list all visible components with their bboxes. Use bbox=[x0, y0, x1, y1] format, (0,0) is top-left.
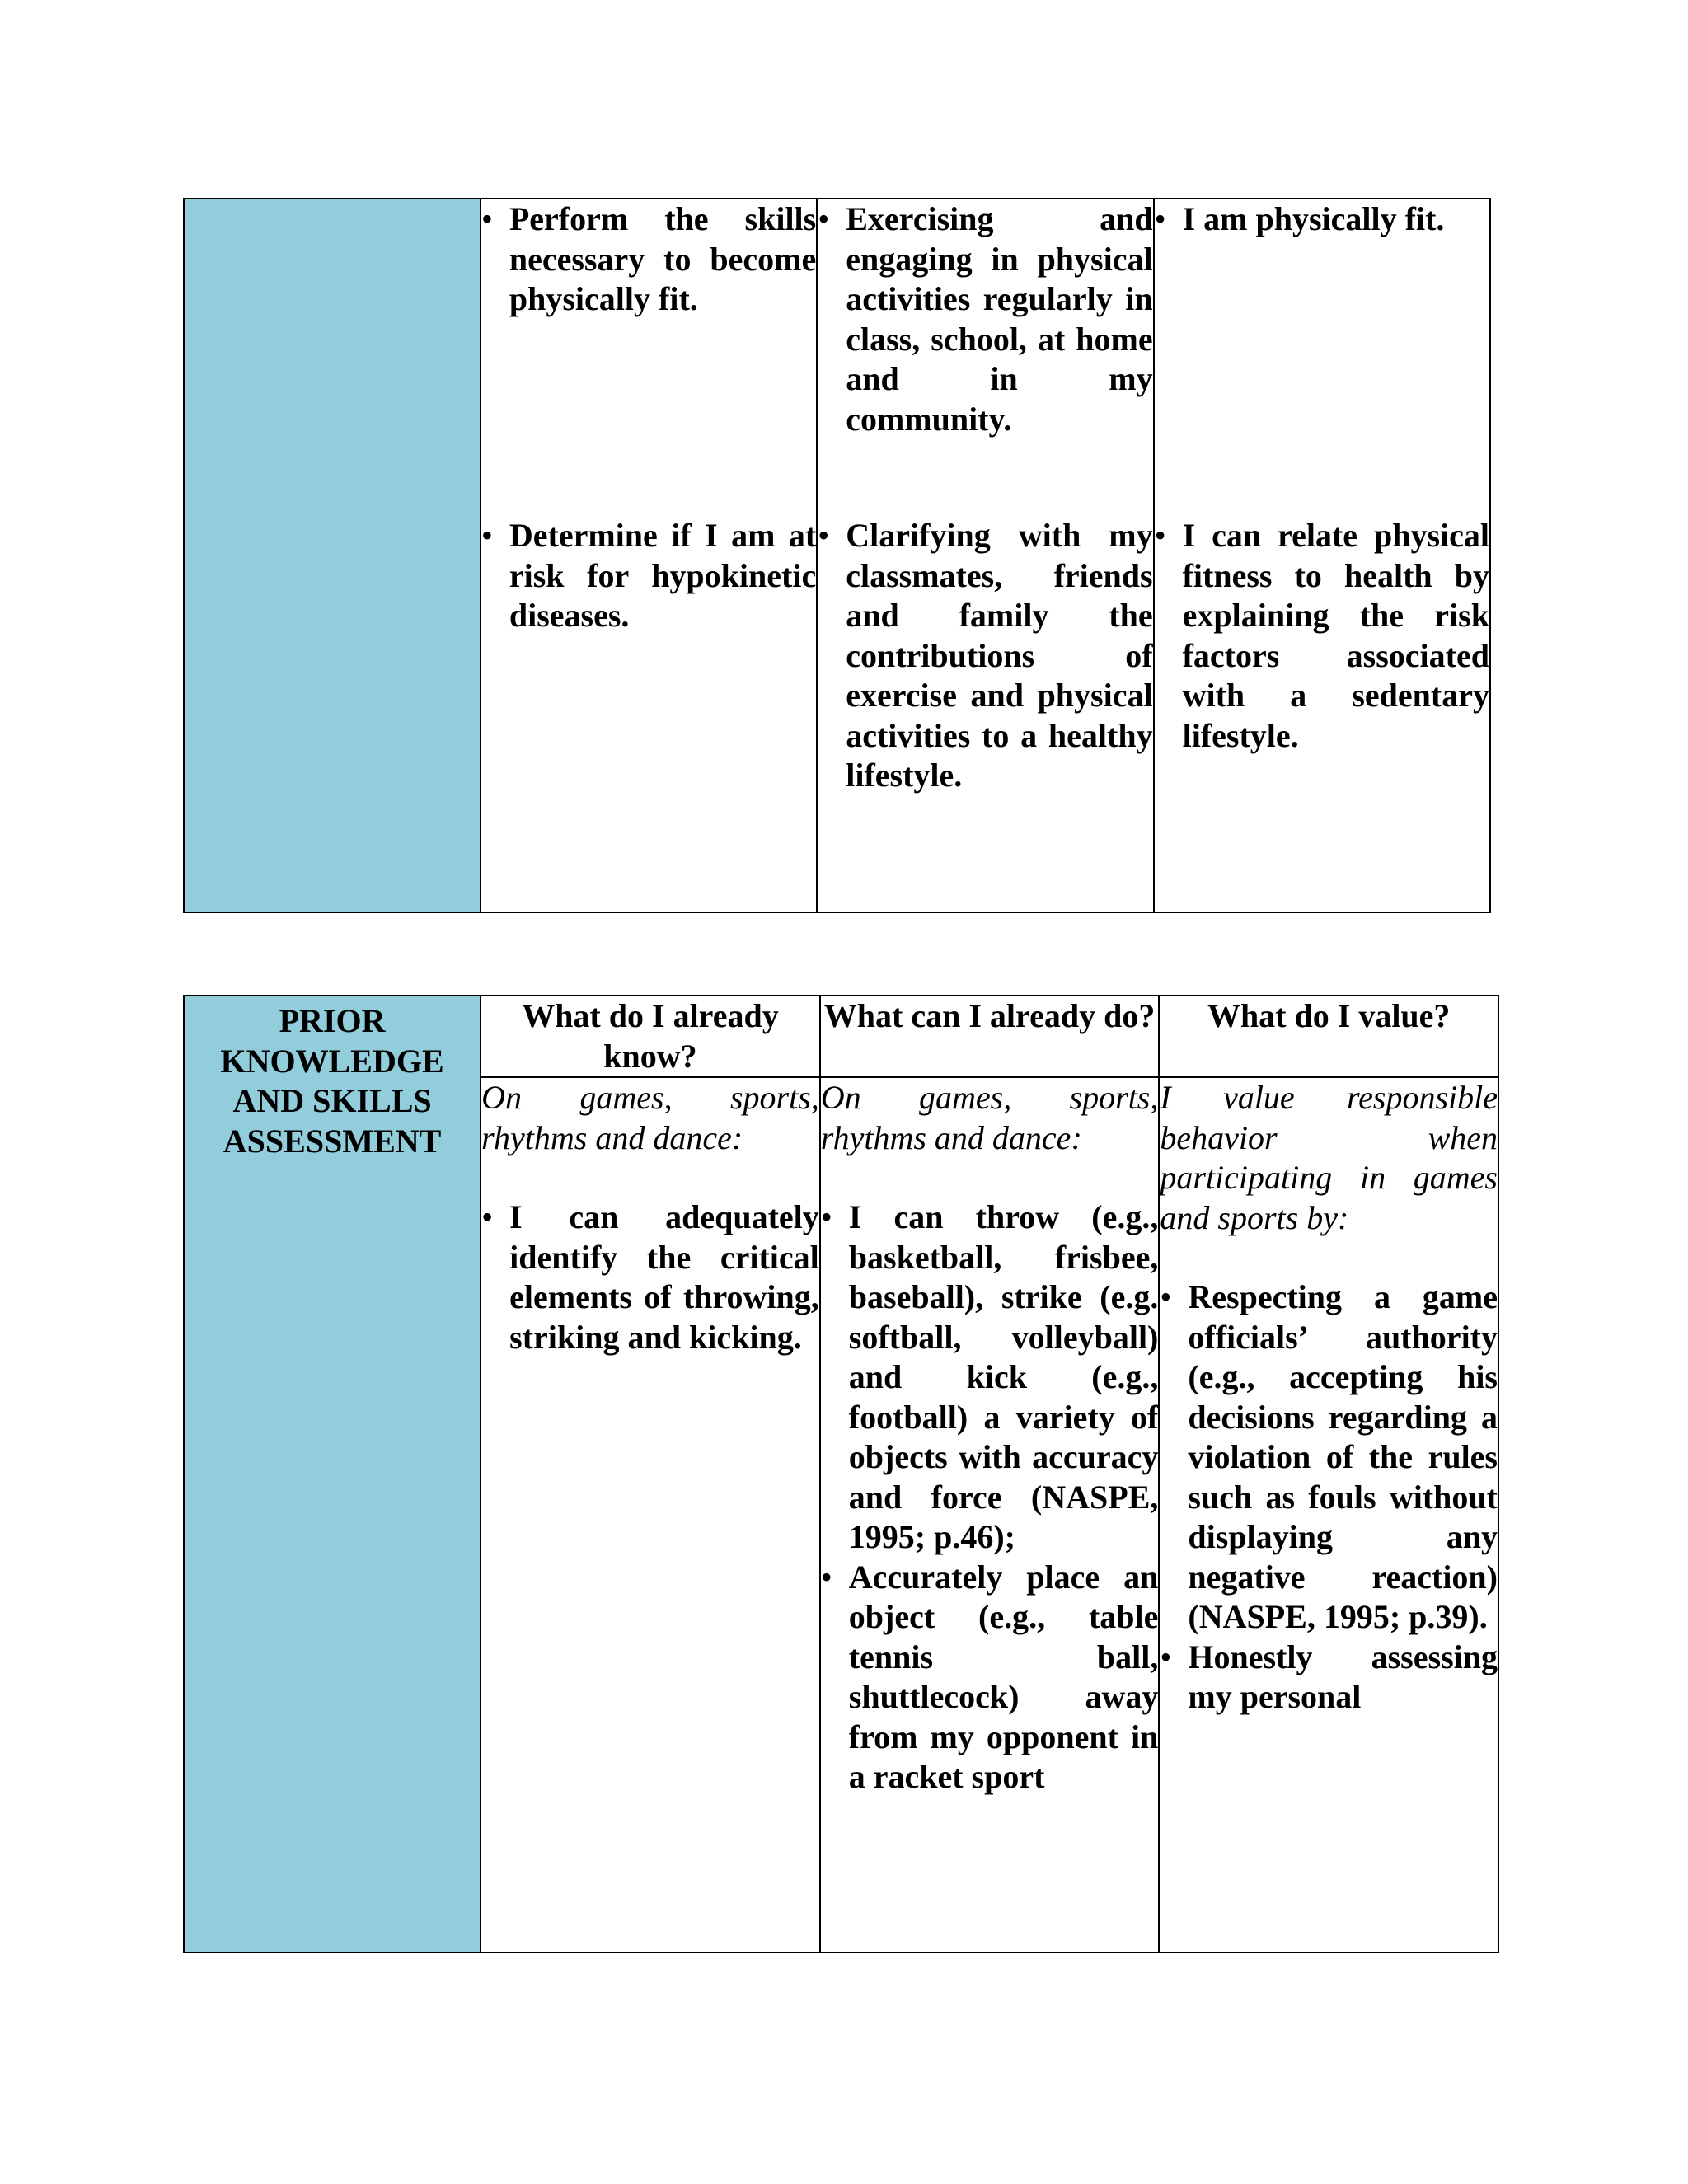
header-cell bbox=[820, 996, 1160, 1077]
do-intro: On games, sports, rhythms and dance: bbox=[820, 1079, 1159, 1156]
table1-col2-cell bbox=[481, 199, 817, 912]
value-cell bbox=[1159, 1077, 1498, 1952]
list-item: • Exercising and engaging in physical activities regularly in class, school, at home and in my community. bbox=[818, 199, 1152, 516]
list-item: • Honestly assessing my personal bbox=[1160, 1638, 1498, 1718]
know-intro: On games, sports, rhythms and dance: bbox=[481, 1079, 819, 1156]
table1-section-cell bbox=[184, 199, 481, 912]
column-header: What can I already do? bbox=[823, 997, 1156, 1034]
list-item: • Perform the skills necessary to become physically fit. bbox=[481, 199, 816, 516]
header-cell bbox=[1159, 996, 1498, 1077]
header-cell bbox=[481, 996, 820, 1077]
list-item: • Respecting a game officials’ authority (e.g., accepting his decisions regarding a violation of the rules such as fouls without displaying any negative reaction) (NASPE, 1995; p.39). bbox=[1160, 1277, 1498, 1638]
prior-knowledge-table bbox=[183, 995, 1499, 1953]
do-cell bbox=[820, 1077, 1160, 1952]
know-cell bbox=[481, 1077, 820, 1952]
list-item: • Determine if I am at risk for hypokinetic diseases. bbox=[481, 516, 816, 636]
table1-col4-cell bbox=[1154, 199, 1490, 912]
column-header: What do I already know? bbox=[522, 997, 779, 1075]
list-item: • I can relate physical fitness to health by explaining the risk factors associated with a sedentary lifestyle. bbox=[1155, 516, 1489, 756]
list-item: • I can adequately identify the critical elements of throwing, striking and kicking. bbox=[481, 1197, 819, 1357]
list-item: • Accurately place an object (e.g., table tennis ball, shuttlecock) away from my opponent in a racket sport bbox=[821, 1558, 1159, 1797]
value-intro: I value responsible behavior when participating in games and sports by: bbox=[1160, 1079, 1498, 1236]
list-item: • I am physically fit. bbox=[1155, 199, 1489, 516]
list-item: • I can throw (e.g., basketball, frisbee, baseball), strike (e.g. softball, volleyball) and kick (e.g., football) a variety of objects with accuracy and force (NASPE, 1995; p.46); bbox=[821, 1197, 1159, 1558]
table1-col3-cell bbox=[817, 199, 1153, 912]
section-label: PRIOR KNOWLEDGE AND SKILLS ASSESSMENT bbox=[220, 1002, 444, 1160]
section-label-cell bbox=[184, 996, 481, 1952]
column-header: What do I value? bbox=[1207, 997, 1451, 1034]
fitness-goals-table bbox=[183, 198, 1491, 913]
list-item: • Clarifying with my classmates, friends and family the contributions of exercise and physical activities to a healthy lifestyle. bbox=[818, 516, 1152, 796]
